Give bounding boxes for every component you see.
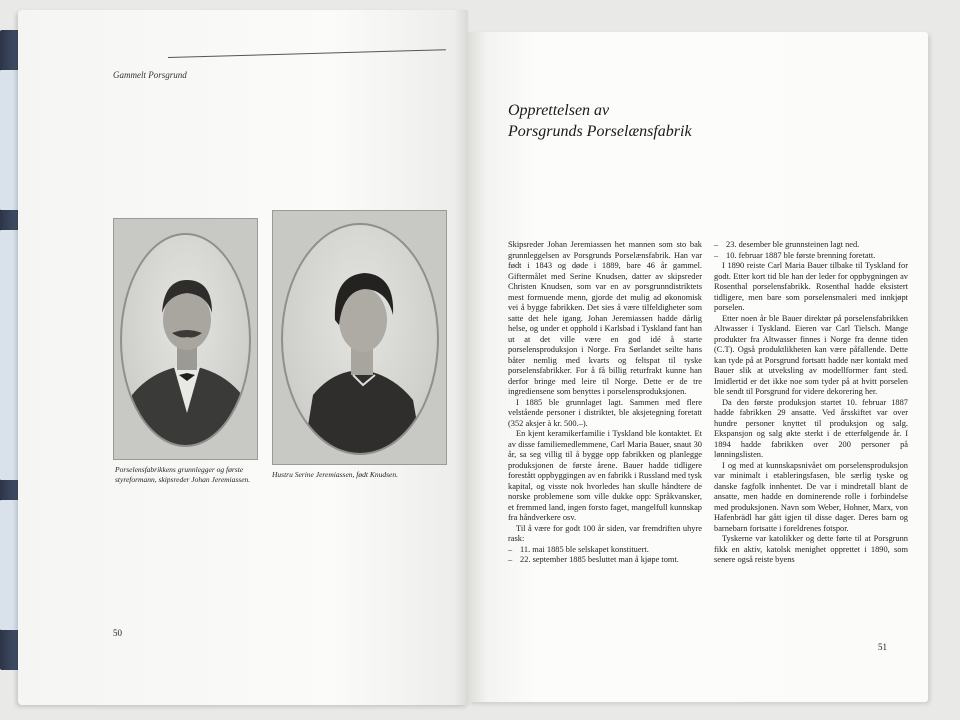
paragraph: I 1890 reiste Carl Maria Bauer tilbake til Tyskland for godt. Etter kort tid ble han der leder for oppbygningen av Rosenthal porselensfabrikk. Rosenthal hadde eksistert tidligere, men bare som porselensmaleri med innkjøpt porselen. [714, 261, 908, 312]
portrait-oval [120, 233, 251, 447]
text-column-1 [508, 240, 702, 566]
paragraph: I 1885 ble grunnlaget lagt. Sammen med flere velstående personer i distriktet, ble aksjetegning foretatt (352 aksjer à kr. 500.–). [508, 397, 702, 428]
woman-portrait-illustration [283, 225, 439, 455]
running-head: Gammelt Porsgrund [113, 70, 187, 80]
paragraph: Til å være for godt 100 år siden, var fremdriften uhyre rask: [508, 523, 702, 543]
paragraph: I og med at kunnskapsnivået om porselensproduksjon var minimalt i etableringsfasen, ble særlig tyske og danske fagfolk innhentet. De var i mindretall blant de ansatte, men hadde en dominerende rolle i forbindelse med produksjonen. Navn som Weber, Hohner, Marx, von Hafenbrädl har gått igjen til disse dager. Deres barn og barnebarn fortsatte i foreldrenes fotspor. [714, 460, 908, 533]
man-portrait-illustration [122, 235, 251, 447]
list-item: – 11. mai 1885 ble selskapet konstituert. [508, 545, 702, 556]
paragraph: Da den første produksjon startet 10. februar 1887 hadde fabrikken 29 ansatte. Ved årsskiftet var over hundre personer knyttet til produksjon og salg. Ekspansjon og salg økte sterkt i de etterfølgende år. I 1894 hadde fabrikken over 200 personer på lønningslisten. [714, 397, 908, 459]
photo-caption-johan: Porselensfabrikkens grunnlegger og første styreformann, skipsreder Johan Jeremiassen. [115, 465, 251, 484]
list-item: – 10. februar 1887 ble første brenning foretatt. [714, 251, 908, 262]
running-head-rule [168, 49, 446, 58]
portrait-photo-johan [113, 218, 258, 460]
paragraph: Tyskerne var katolikker og dette førte til at Porsgrunn fikk en aktiv, katolsk menighet opprettet i 1890, som senere også reiste byens [714, 534, 908, 564]
photo-caption-serine: Hustru Serine Jeremiassen, født Knudsen. [272, 470, 398, 479]
chapter-title-line1: Opprettelsen av [508, 102, 610, 119]
right-page [468, 32, 928, 702]
list-item: – 22. september 1885 besluttet man å kjøpe tomt. [508, 555, 702, 566]
portrait-photo-serine [272, 210, 447, 465]
text-column-2 [714, 240, 908, 566]
book-spread [18, 10, 928, 710]
paragraph: Etter noen år ble Bauer direktør på porselensfabrikken Altwasser i Tyskland. Eieren var Carl Tielsch. Mange produkter fra Altwasser finnes i Norge fra denne tiden (C.T). Også produktlikheten kan være påfallende. Dette kan tyde på at Porsgrund fortsatt hadde nær kontakt med Bauer slik at utveksling av modellformer fant sted. Imidlertid er det ikke noe som tyder på at hvitt porselen ble sendt til Porsgrund for videre dekorering her. [714, 313, 908, 396]
page-number-right: 51 [878, 642, 887, 652]
paragraph: En kjent keramikerfamilie i Tyskland ble kontaktet. Et av disse familiemedlemmene, Carl Maria Bauer, snaut 30 år, sa seg villig til å bygge opp fabrikken og planlegge produksjonen de første årene. Bauer hadde tidligere forestått oppbyggingen av en fabrikk i Russland med tysk kapital, og visste nok hvorledes han skulle håndtere de norske problemene som ville dukke opp: Språkvansker, et fremmed land, ingen forsto faget, mangelfull kunnskap fra håndverkere osv. [508, 429, 702, 522]
chapter-title [508, 100, 692, 142]
list-item: – 23. desember ble grunnsteinen lagt ned. [714, 240, 908, 251]
portrait-oval [281, 223, 439, 455]
left-page [18, 10, 468, 705]
page-number-left: 50 [113, 628, 122, 638]
chapter-title-line2: Porsgrunds Porselænsfabrik [508, 123, 692, 140]
paragraph: Skipsreder Johan Jeremiassen het mannen som sto bak grunnleggelsen av Porsgrunds Porselænsfabrik. Han var født i 1843 og døde i 1889, bare 46 år gammel. Giftermålet med Serine Knudsen, datter av skipsreder Christen Knudsen, som var en av porsgrunndistriktets mest formuende menn, gjorde det mulig ad økonomisk vei å bygge fabrikken. Det sies å være tilfeldigheter som satte det hele igang. Johan Jeremiassen hadde dårlig helse, og under et opphold i Karlsbad i Tyskland fant han ut at det ville være en god idé å starte porselensproduksjon i Norge. Fra Sørlandet seilte hans båter nemlig med kvarts og feltspat til tyske porselensfabrikker. For å få billig returfrakt kunne han derfor bringe med leire til Norge. Dette er de tre ingrediensene som benyttes i porselensproduksjonen. [508, 240, 702, 396]
